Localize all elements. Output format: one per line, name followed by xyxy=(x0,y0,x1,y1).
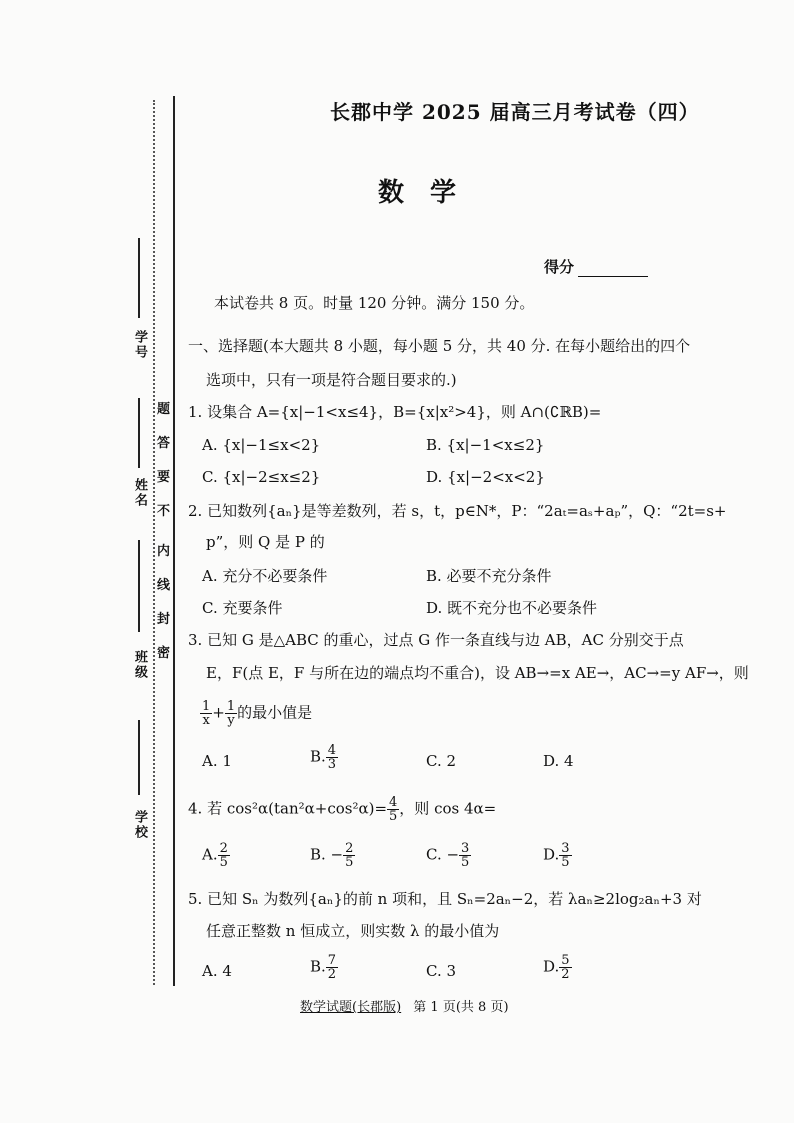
q5-stem-line2: 任意正整数 n 恒成立，则实数 λ 的最小值为 xyxy=(206,922,500,940)
seal-word-4: 不 xyxy=(157,504,171,519)
q3-option-a: A. 1 xyxy=(202,752,232,770)
seal-word-8: 密 xyxy=(157,646,171,661)
student-id-label: 学号 xyxy=(132,330,147,360)
q1-stem: 1. 设集合 A={x|−1<x≤4}，B={x|x²>4}，则 A∩(∁ℝB)= xyxy=(188,403,602,421)
q2-option-b: B. 必要不充分条件 xyxy=(426,567,552,585)
student-id-underline xyxy=(138,238,140,318)
seal-word-3: 要 xyxy=(157,470,171,485)
section-heading-line2: 选项中，只有一项是符合题目要求的.) xyxy=(206,371,457,389)
class-label: 班级 xyxy=(132,650,147,680)
q3-option-b: B. $\frac{4}{3}$ xyxy=(310,743,337,772)
q1-option-d: D. {x|−2<x<2} xyxy=(426,468,545,486)
q2-option-d: D. 既不充分也不必要条件 xyxy=(426,599,598,617)
school-label: 学校 xyxy=(132,810,147,840)
seal-word-2: 答 xyxy=(157,436,171,451)
q3-stem-line1: 3. 已知 G 是△ABC 的重心，过点 G 作一条直线与边 AB，AC 分别交于点 xyxy=(188,631,684,649)
q1-option-b: B. {x|−1<x≤2} xyxy=(426,436,545,454)
q1-option-c: C. {x|−2≤x≤2} xyxy=(202,468,321,486)
q3-frac-1x: $\frac{1}{x}$ xyxy=(202,699,211,728)
exam-title: 长郡中学 2025 届高三月考试卷（四） xyxy=(330,100,700,124)
q4-stem: 4. 若 cos²α(tan²α+cos²α)= $\frac{4}{5}$ ，则 cos 4α= xyxy=(188,795,497,824)
q3-stem-line3: $\frac{1}{x}$ + $\frac{1}{y}$ 的最小值是 xyxy=(202,699,313,728)
q4-option-c: C. − $\frac{3}{5}$ xyxy=(426,841,470,870)
binding-dotted-line xyxy=(153,100,155,985)
footer-title: 数学试题(长郡版) xyxy=(300,1000,402,1015)
exam-info: 本试卷共 8 页。时量 120 分钟。满分 150 分。 xyxy=(214,294,535,312)
seal-word-1: 题 xyxy=(157,402,171,417)
seal-word-7: 封 xyxy=(157,612,171,627)
section-heading-line1: 一、选择题(本大题共 8 小题，每小题 5 分，共 40 分. 在每小题给出的四个 xyxy=(188,337,691,355)
q5-stem-line1: 5. 已知 Sₙ 为数列{aₙ}的前 n 项和，且 Sₙ=2aₙ−2，若 λaₙ≥2log₂aₙ+3 对 xyxy=(188,890,702,908)
q4-option-a: A. $\frac{2}{5}$ xyxy=(202,841,228,870)
seal-word-5: 内 xyxy=(157,544,171,559)
q5-option-c: C. 3 xyxy=(426,962,457,980)
score-blank xyxy=(578,276,648,277)
school-underline xyxy=(138,720,140,795)
q2-option-a: A. 充分不必要条件 xyxy=(202,567,328,585)
q2-stem-line2: p”，则 Q 是 P 的 xyxy=(206,533,325,551)
q3-frac-1y: $\frac{1}{y}$ xyxy=(226,699,236,728)
q5-option-b: B. $\frac{7}{2}$ xyxy=(310,953,337,982)
q5-option-a: A. 4 xyxy=(202,962,232,980)
class-underline xyxy=(138,540,140,632)
seal-word-6: 线 xyxy=(157,578,171,593)
footer-page: 第 1 页(共 8 页) xyxy=(413,1000,509,1015)
margin-border-line xyxy=(173,96,175,986)
name-underline xyxy=(138,398,140,468)
q2-option-c: C. 充要条件 xyxy=(202,599,283,617)
name-label: 姓名 xyxy=(132,478,147,508)
q3-stem-line2: E，F(点 E，F 与所在边的端点均不重合)，设 AB→=x AE→，AC→=y AF→，则 xyxy=(206,664,749,682)
page-footer xyxy=(300,996,509,1015)
q3-option-d: D. 4 xyxy=(543,752,574,770)
q3-option-c: C. 2 xyxy=(426,752,457,770)
q5-option-d: D. $\frac{5}{2}$ xyxy=(543,953,570,982)
q2-stem-line1: 2. 已知数列{aₙ}是等差数列，若 s，t，p∈N*，P：“2aₜ=aₛ+aₚ”，Q：“2t=s+ xyxy=(188,502,727,520)
q4-option-d: D. $\frac{3}{5}$ xyxy=(543,841,570,870)
subject-title: 数学 xyxy=(378,178,483,208)
q4-option-b: B. − $\frac{2}{5}$ xyxy=(310,841,354,870)
q1-option-a: A. {x|−1≤x<2} xyxy=(202,436,321,454)
score-label: 得分 xyxy=(544,258,575,276)
